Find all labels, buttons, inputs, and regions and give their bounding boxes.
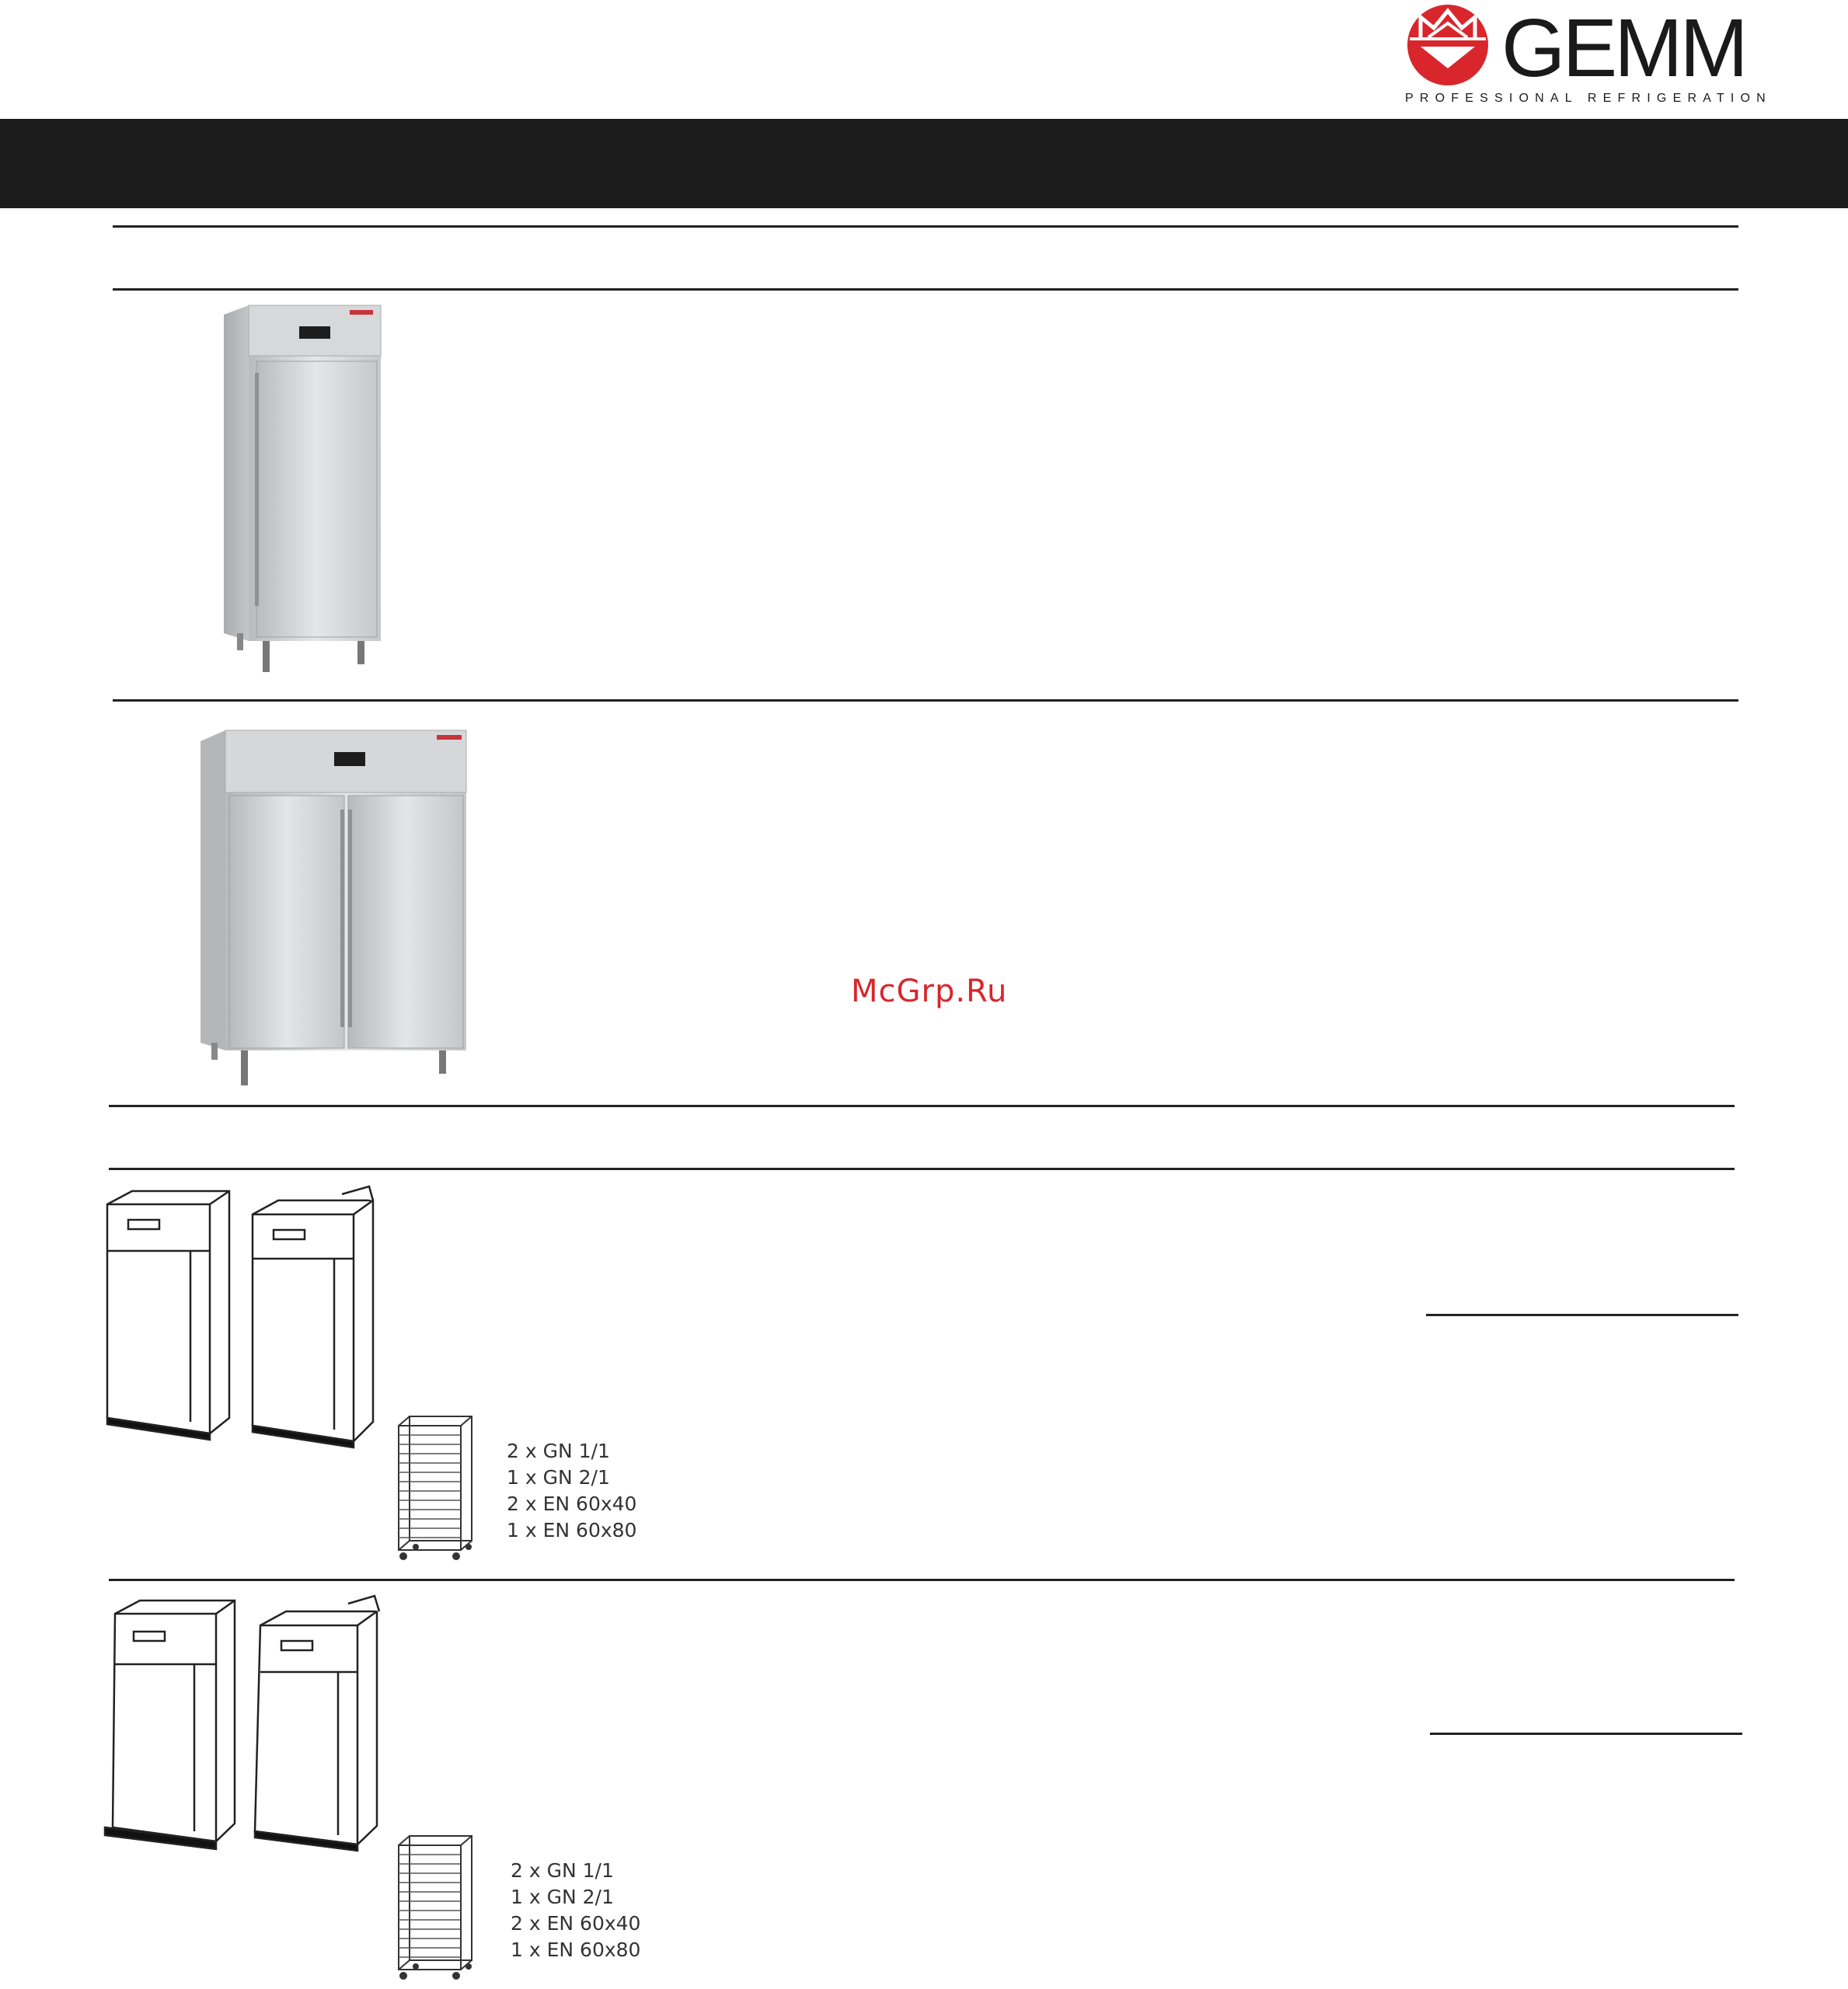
tray-trolley-drawing	[392, 1830, 478, 1985]
brand-tagline: PROFESSIONAL REFRIGERATION	[1405, 92, 1772, 105]
divider-rule	[109, 1168, 1735, 1170]
double-cabinet-line-drawing	[101, 1594, 389, 1858]
pan-capacity-list	[507, 1438, 636, 1544]
divider-rule	[109, 1579, 1735, 1581]
pan-capacity-item: 1 x GN 2/1	[507, 1466, 610, 1489]
double-door-cabinet-image	[194, 724, 474, 1093]
watermark-text: McGrp.Ru	[851, 974, 1008, 1009]
tray-trolley-drawing	[392, 1410, 478, 1566]
divider-rule	[113, 699, 1738, 702]
pan-capacity-item: 2 x GN 1/1	[507, 1440, 610, 1462]
pan-capacity-item: 1 x EN 60x80	[511, 1938, 641, 1961]
title-banner	[0, 119, 1848, 208]
pan-capacity-item: 2 x EN 60x40	[507, 1493, 637, 1515]
gemm-logo-icon	[1405, 0, 1491, 85]
single-door-cabinet-image	[218, 299, 389, 684]
pan-capacity-list	[511, 1858, 640, 1963]
brand-name: GEMM	[1501, 2, 1745, 94]
divider-rule	[113, 288, 1738, 291]
divider-rule	[113, 225, 1738, 228]
divider-rule	[1426, 1314, 1738, 1316]
single-cabinet-line-drawing	[101, 1185, 389, 1449]
pan-capacity-item: 2 x GN 1/1	[511, 1859, 614, 1882]
pan-capacity-item: 2 x EN 60x40	[511, 1912, 641, 1935]
divider-rule	[1430, 1733, 1742, 1735]
pan-capacity-item: 1 x GN 2/1	[511, 1886, 614, 1908]
pan-capacity-item: 1 x EN 60x80	[507, 1519, 637, 1541]
divider-rule	[109, 1105, 1735, 1107]
